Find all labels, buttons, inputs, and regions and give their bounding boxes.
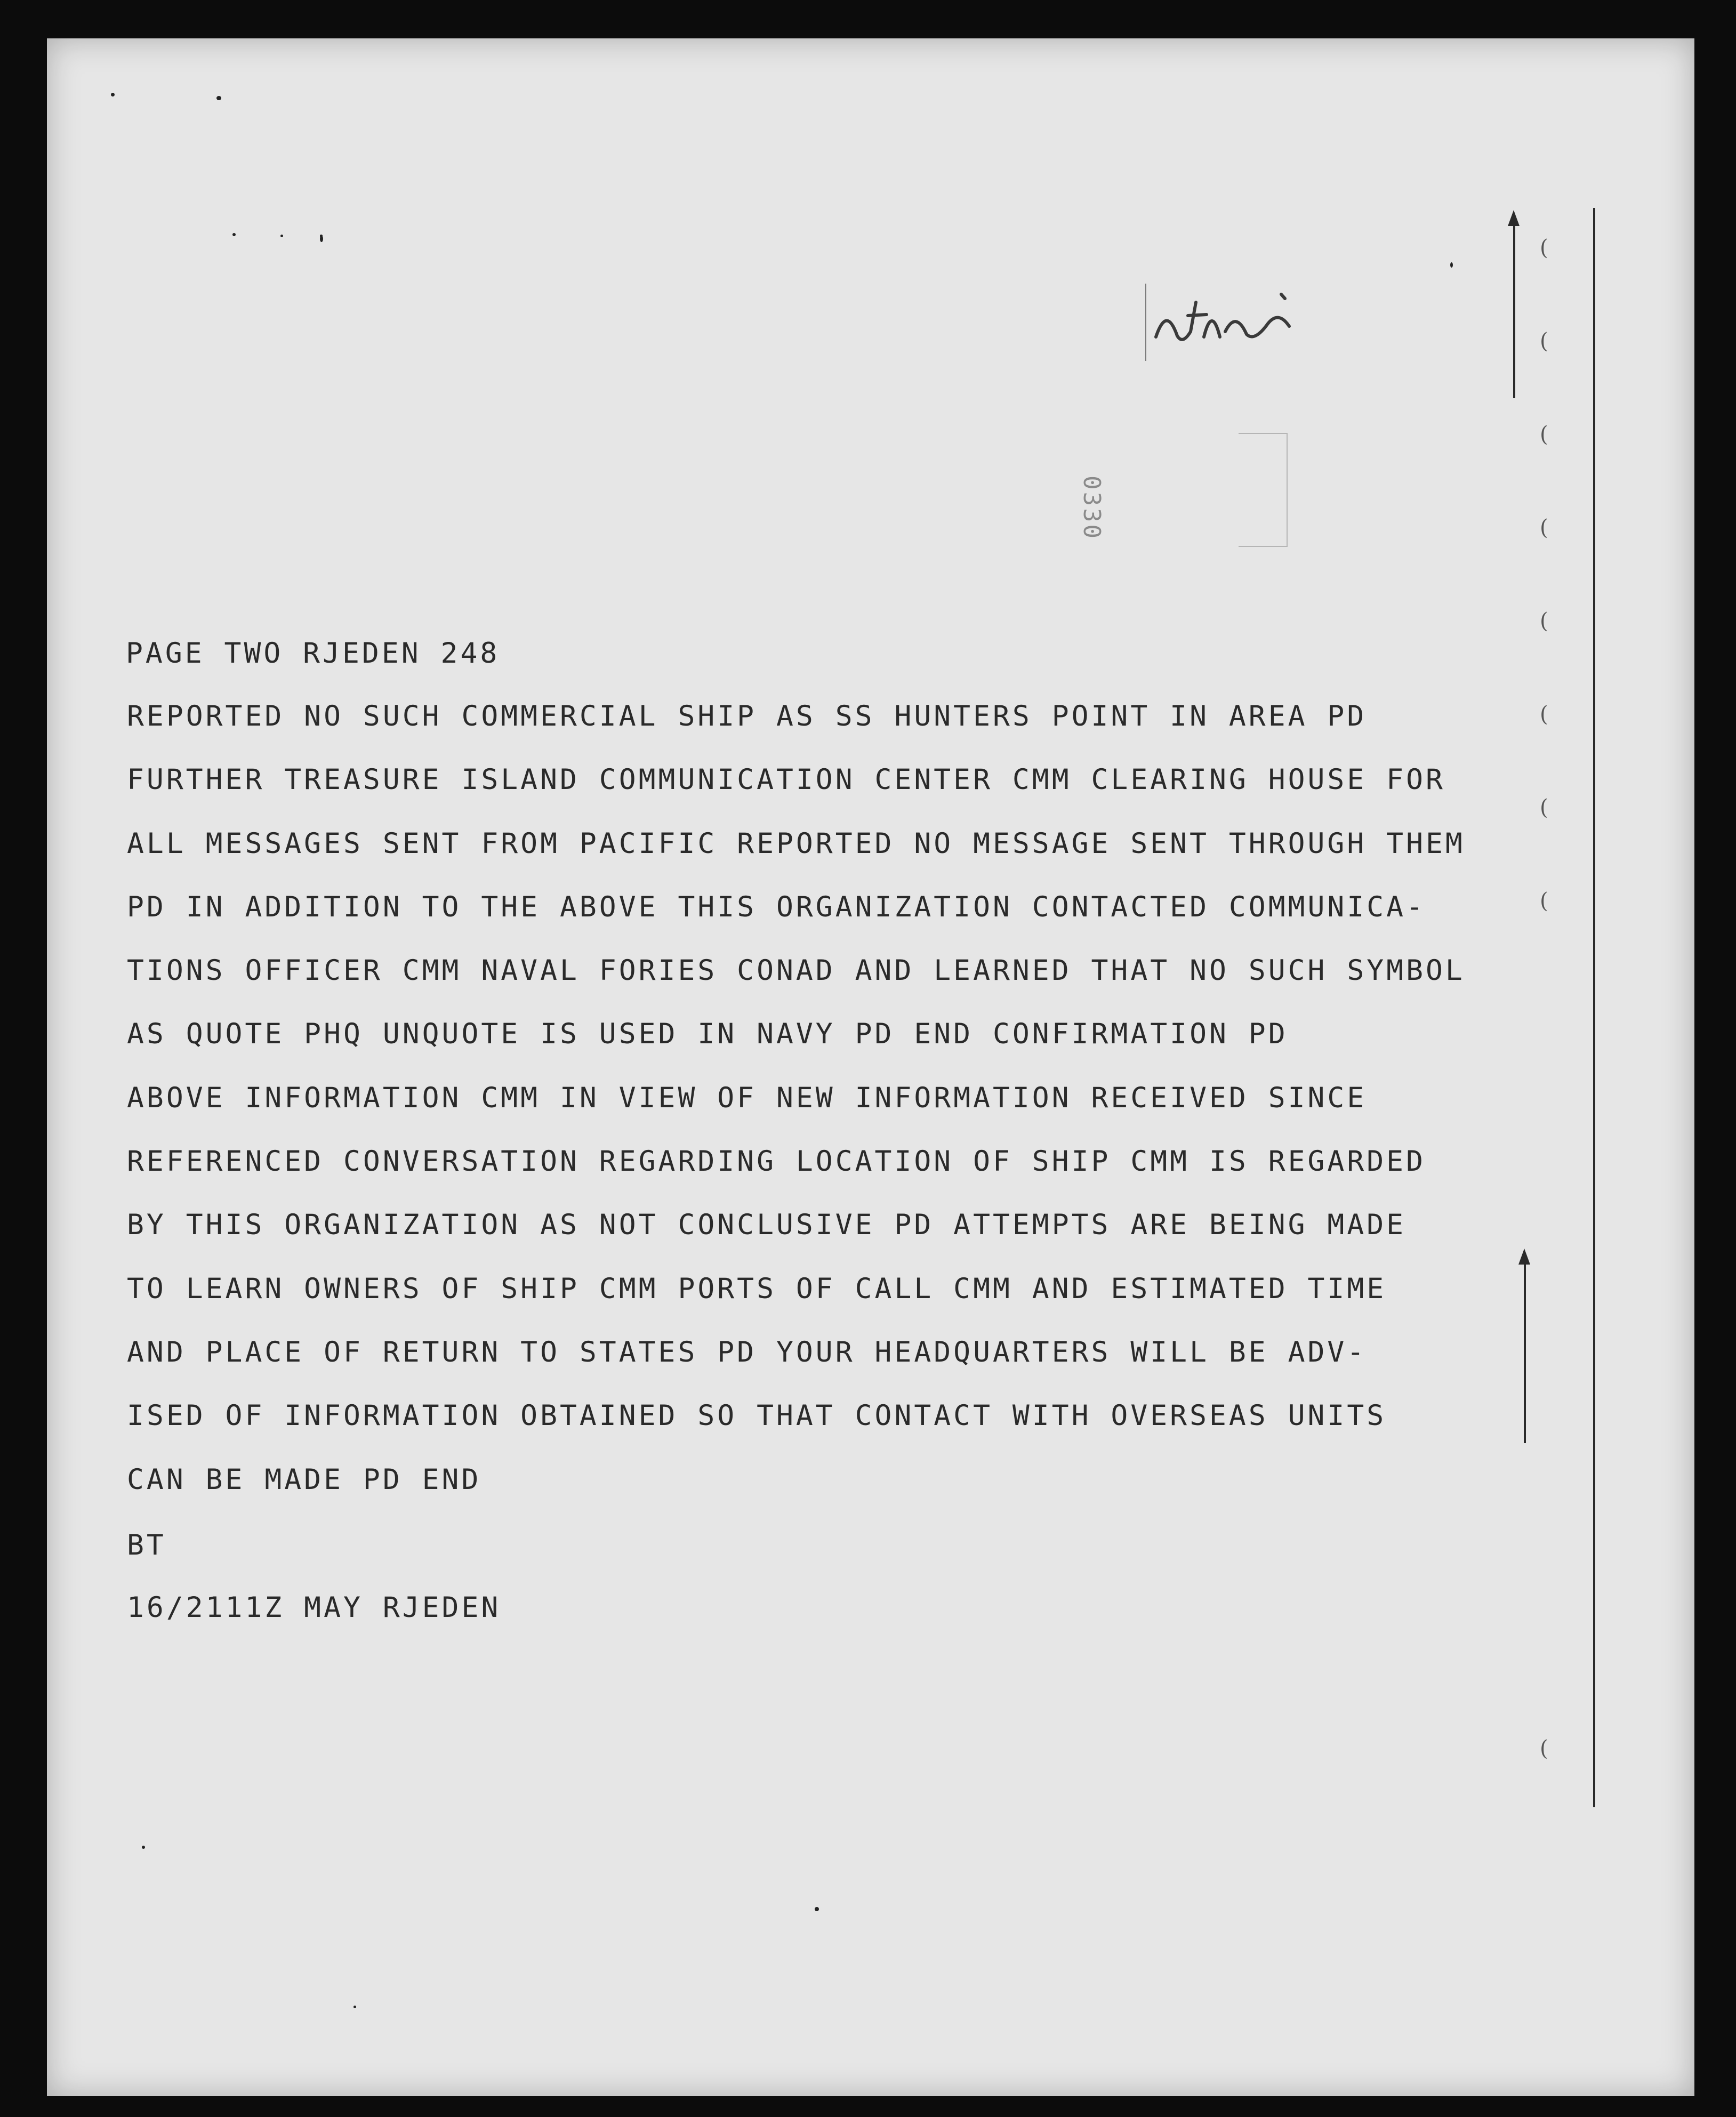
body-line: ABOVE INFORMATION CMM IN VIEW OF NEW INFORMATION RECEIVED SINCE <box>127 1081 1367 1114</box>
margin-mark: ( <box>1540 795 1548 820</box>
margin-mark: ( <box>1540 889 1548 913</box>
stamp-box <box>1239 433 1288 547</box>
margin-mark: ( <box>1540 609 1548 633</box>
arrow-shaft <box>1524 1262 1526 1443</box>
speck <box>320 236 323 242</box>
body-line: PD IN ADDITION TO THE ABOVE THIS ORGANIZATION CONTACTED COMMUNICA- <box>127 890 1426 923</box>
margin-mark: ( <box>1540 236 1548 260</box>
body-line: FURTHER TREASURE ISLAND COMMUNICATION CENTER CMM CLEARING HOUSE FOR <box>127 763 1445 796</box>
body-line: AS QUOTE PHQ UNQUOTE IS USED IN NAVY PD END CONFIRMATION PD <box>127 1018 1288 1051</box>
stamp-text: 0330 <box>1078 476 1105 541</box>
body-line: REFERENCED CONVERSATION REGARDING LOCATION OF SHIP CMM IS REGARDED <box>127 1145 1426 1178</box>
speck <box>142 1846 145 1849</box>
body-line: ISED OF INFORMATION OBTAINED SO THAT CONTACT WITH OVERSEAS UNITS <box>127 1399 1387 1432</box>
handwritten-note <box>1145 273 1316 369</box>
margin-mark: ( <box>1540 329 1548 353</box>
message-header: PAGE TWO RJEDEN 248 <box>126 637 500 670</box>
speck <box>353 2006 356 2008</box>
body-line: TO LEARN OWNERS OF SHIP CMM PORTS OF CALL CMM AND ESTIMATED TIME <box>127 1272 1387 1305</box>
message-body <box>127 702 1465 1529</box>
speck <box>815 1907 819 1911</box>
body-line: CAN BE MADE PD END <box>127 1463 481 1496</box>
date-time-group: 16/2111Z MAY RJEDEN <box>127 1591 501 1624</box>
margin-mark: ( <box>1540 422 1548 447</box>
margin-mark: ( <box>1540 1736 1548 1761</box>
arrow-shaft <box>1513 222 1515 398</box>
document-sheet <box>47 38 1694 2096</box>
speck <box>111 93 115 96</box>
speck <box>1450 262 1453 268</box>
body-line: REPORTED NO SUCH COMMERCIAL SHIP AS SS HUNTERS POINT IN AREA PD <box>127 700 1367 733</box>
body-line: AND PLACE OF RETURN TO STATES PD YOUR HEADQUARTERS WILL BE ADV- <box>127 1335 1367 1369</box>
margin-rule <box>1593 208 1595 1807</box>
body-line: BY THIS ORGANIZATION AS NOT CONCLUSIVE PD ATTEMPTS ARE BEING MADE <box>127 1209 1407 1242</box>
break-marker: BT <box>127 1529 166 1561</box>
body-line: TIONS OFFICER CMM NAVAL FORIES CONAD AND LEARNED THAT NO SUCH SYMBOL <box>127 954 1465 987</box>
speck <box>216 96 221 100</box>
body-line: ALL MESSAGES SENT FROM PACIFIC REPORTED NO MESSAGE SENT THROUGH THEM <box>127 827 1465 860</box>
speck <box>280 235 283 237</box>
margin-mark: ( <box>1540 702 1548 727</box>
margin-mark: ( <box>1540 516 1548 540</box>
speck <box>232 233 236 236</box>
